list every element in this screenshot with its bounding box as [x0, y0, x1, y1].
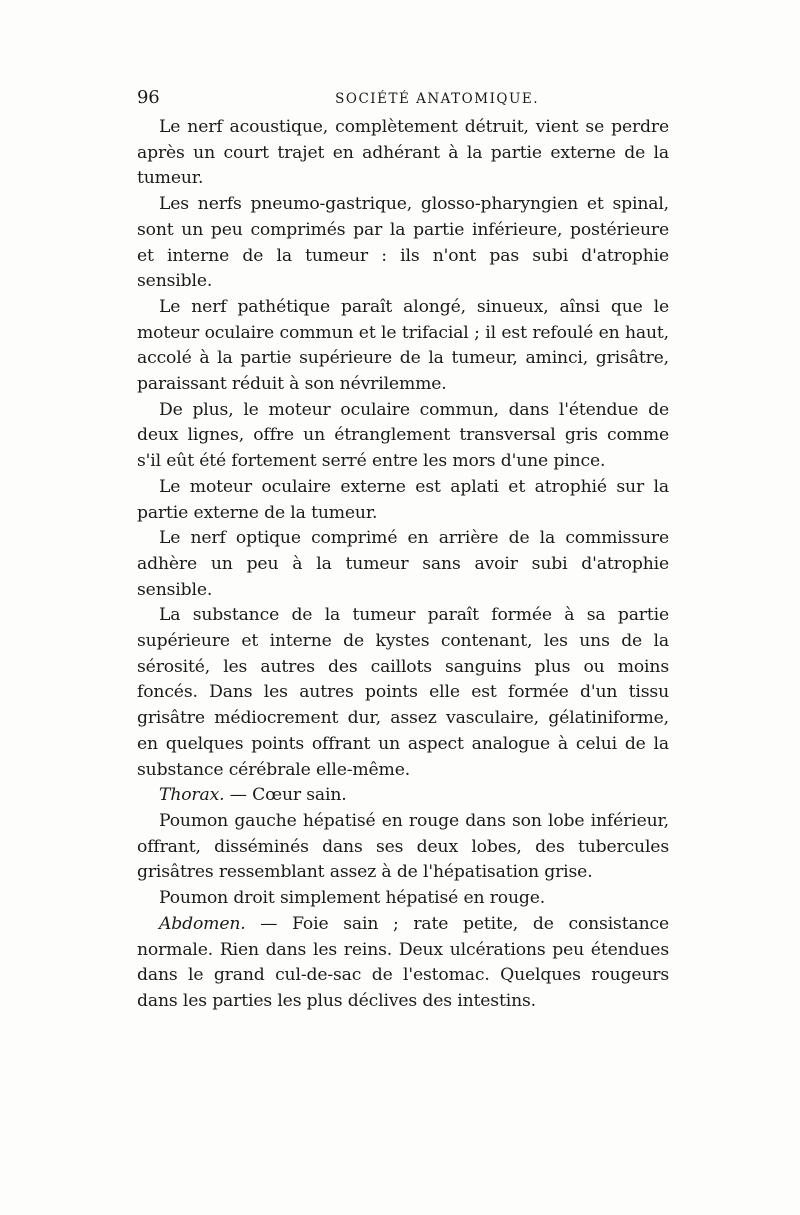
paragraph-text: — Foie sain ; rate petite, de consistance normale. Rien dans les reins. Deux ulcérations peu étendues dans le grand cul-de-sac de l'estomac. Quelques rougeurs dans les parties les plus déclives des intestins. [137, 913, 669, 1011]
paragraph-pneumogastric-nerves [137, 192, 669, 295]
paragraph-left-lung [137, 809, 669, 886]
paragraph-text: — Cœur sain. [224, 785, 347, 806]
paragraph-text: Poumon droit simplement hépatisé en rouge. [159, 888, 546, 909]
paragraph-text: Le nerf pathétique paraît alongé, sinueux, aînsi que le moteur oculaire commun et le trifacial ; il est refoulé en haut, accolé à la partie supérieure de la tumeur, aminci, grisâtre, paraissant réduit à son névrilemme. [137, 296, 669, 395]
section-label-thorax: Thorax. [159, 785, 225, 806]
paragraph-text: Les nerfs pneumo-gastrique, glosso-pharyngien et spinal, sont un peu comprimés par la partie inférieure, postérieure et interne de la tumeur : ils n'ont pas subi d'atrophie sensible. [137, 194, 669, 292]
running-title: SOCIÉTÉ ANATOMIQUE. [335, 91, 539, 107]
paragraph-text: Le nerf acoustique, complètement détruit, vient se perdre après un court trajet en adhérant à la partie externe de la tumeur. [137, 117, 669, 189]
paragraph-text: La substance de la tumeur paraît formée à sa partie supérieure et interne de kystes contenant, les uns de la sérosité, les autres des caillots sanguins plus ou moins foncés. Dans les autres points elle est formée d'un tissu grisâtre médiocrement dur, assez vasculaire, gélatiniforme, en quelques points offrant un aspect analogue à celui de la substance cérébrale elle-même. [137, 605, 669, 780]
paragraph-external-oculomotor [137, 475, 669, 526]
paragraph-right-lung [137, 886, 669, 912]
page-number: 96 [137, 87, 160, 108]
paragraph-acoustic-nerve [137, 115, 669, 192]
paragraph-oculomotor-strangulation [137, 398, 669, 475]
paragraph-tumor-substance [137, 603, 669, 783]
paragraph-text: De plus, le moteur oculaire commun, dans l'étendue de deux lignes, offre un étranglement transversal gris comme s'il eût été fortement serré entre les mors d'une pince. [137, 399, 669, 472]
paragraph-text: Le nerf optique comprimé en arrière de la commissure adhère un peu à la tumeur sans avoir subi d'atrophie sensible. [137, 528, 669, 600]
paragraph-text: Le moteur oculaire externe est aplati et atrophié sur la partie externe de la tumeur. [137, 476, 669, 523]
paragraph-text: Poumon gauche hépatisé en rouge dans son lobe inférieur, offrant, disséminés dans ses deux lobes, des tubercules grisâtres ressemblant assez à de l'hépatisation grise. [137, 810, 669, 883]
paragraph-abdomen [137, 912, 669, 1015]
paragraph-thorax [137, 783, 669, 809]
section-label-abdomen: Abdomen. [159, 913, 246, 934]
text-column [137, 85, 669, 1015]
page-header [137, 85, 669, 111]
paragraph-pathetic-nerve [137, 295, 669, 398]
paragraph-optic-nerve [137, 526, 669, 603]
